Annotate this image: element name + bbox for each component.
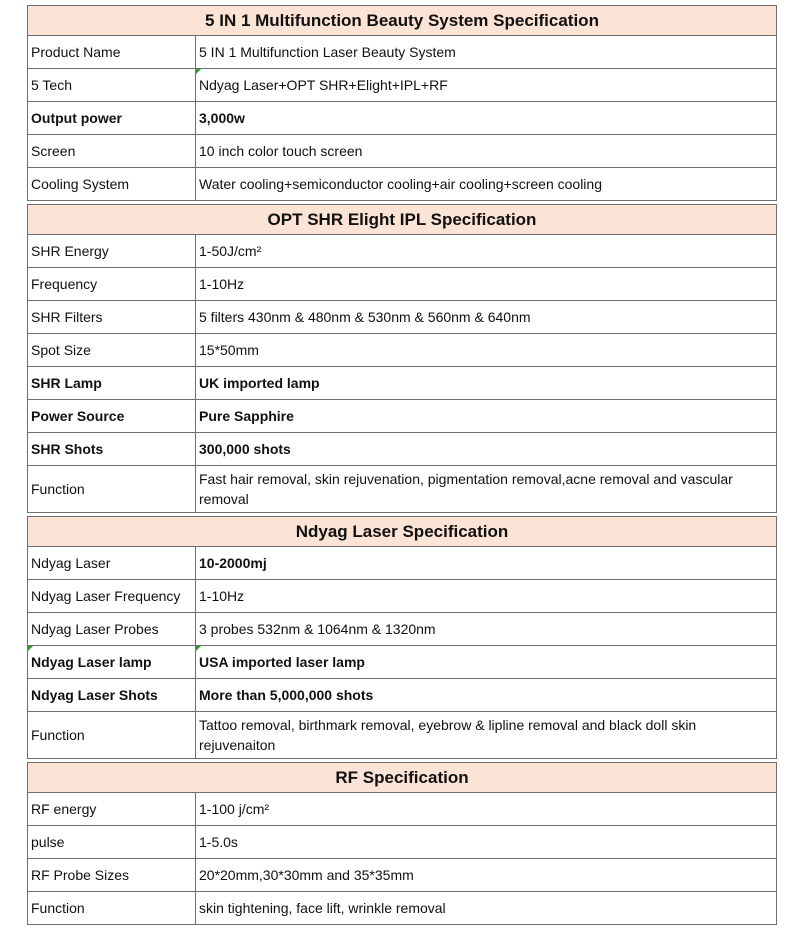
spec-label: Ndyag Laser Frequency <box>28 580 196 612</box>
spec-label: Output power <box>28 102 196 134</box>
spec-row <box>27 367 777 400</box>
spec-value: Water cooling+semiconductor cooling+air cooling+screen cooling <box>199 176 602 192</box>
spec-value: 1-100 j/cm² <box>199 801 270 817</box>
spec-row <box>27 334 777 367</box>
spec-value-cell <box>196 69 776 101</box>
spec-row <box>27 400 777 433</box>
spec-value: Tattoo removal, birthmark removal, eyebrow & lipline removal and black doll skin rejuvenaiton <box>199 717 697 753</box>
spec-value: 15*50mm <box>199 342 259 358</box>
section-title: 5 IN 1 Multifunction Beauty System Specification <box>27 5 777 36</box>
spec-row <box>27 102 777 135</box>
spec-value: Pure Sapphire <box>199 408 294 424</box>
spec-value: 1-5.0s <box>199 834 238 850</box>
spec-row <box>27 793 777 826</box>
spec-row <box>27 433 777 466</box>
spec-value: Ndyag Laser+OPT SHR+Elight+IPL+RF <box>199 77 448 93</box>
cell-marker-icon <box>196 646 201 651</box>
spec-value: More than 5,000,000 shots <box>199 687 374 703</box>
spec-label: Product Name <box>28 36 196 68</box>
spec-row <box>27 613 777 646</box>
spec-label: Function <box>28 466 196 512</box>
spec-row <box>27 580 777 613</box>
spec-label: pulse <box>28 826 196 858</box>
spec-row <box>27 712 777 759</box>
cell-marker-icon <box>28 646 33 651</box>
spec-label: Ndyag Laser <box>28 547 196 579</box>
spec-label: Ndyag Laser Probes <box>28 613 196 645</box>
section-title: RF Specification <box>27 762 777 793</box>
spec-label-cell <box>28 646 196 678</box>
spec-value: skin tightening, face lift, wrinkle removal <box>199 900 446 916</box>
spec-row <box>27 646 777 679</box>
spec-value: 1-10Hz <box>199 276 245 292</box>
spec-label: Function <box>28 892 196 924</box>
spec-row <box>27 268 777 301</box>
spec-value: USA imported laser lamp <box>199 654 365 670</box>
spec-label: 5 Tech <box>28 69 196 101</box>
spec-row <box>27 235 777 268</box>
spec-row <box>27 859 777 892</box>
spec-sheet <box>27 5 777 925</box>
spec-value: 20*20mm,30*30mm and 35*35mm <box>199 867 414 883</box>
spec-row <box>27 168 777 201</box>
spec-row <box>27 892 777 925</box>
spec-label: RF energy <box>28 793 196 825</box>
spec-value: 10-2000mj <box>199 555 267 571</box>
spec-row <box>27 135 777 168</box>
spec-value: 5 filters 430nm & 480nm & 530nm & 560nm & 640nm <box>199 309 531 325</box>
spec-row <box>27 826 777 859</box>
spec-label: Ndyag Laser lamp <box>31 654 152 670</box>
spec-value: 1-10Hz <box>199 588 245 604</box>
spec-value: 10 inch color touch screen <box>199 143 363 159</box>
spec-value: 3 probes 532nm & 1064nm & 1320nm <box>199 621 436 637</box>
spec-row <box>27 679 777 712</box>
spec-label: SHR Lamp <box>28 367 196 399</box>
spec-label: Screen <box>28 135 196 167</box>
spec-label: SHR Energy <box>28 235 196 267</box>
spec-value: Fast hair removal, skin rejuvenation, pigmentation removal,acne removal and vascular removal <box>199 471 733 507</box>
spec-value: 5 IN 1 Multifunction Laser Beauty System <box>199 44 456 60</box>
spec-label: Ndyag Laser Shots <box>28 679 196 711</box>
spec-label: Power Source <box>28 400 196 432</box>
spec-value: UK imported lamp <box>199 375 320 391</box>
spec-label: Cooling System <box>28 168 196 200</box>
spec-label: Function <box>28 712 196 758</box>
spec-label: RF Probe Sizes <box>28 859 196 891</box>
spec-label: SHR Filters <box>28 301 196 333</box>
spec-row <box>27 69 777 102</box>
spec-row <box>27 301 777 334</box>
spec-label: Frequency <box>28 268 196 300</box>
spec-value-cell <box>196 646 776 678</box>
spec-row <box>27 547 777 580</box>
spec-label: Spot Size <box>28 334 196 366</box>
cell-marker-icon <box>196 69 201 74</box>
spec-row <box>27 36 777 69</box>
spec-value: 3,000w <box>199 110 245 126</box>
section-title: Ndyag Laser Specification <box>27 516 777 547</box>
spec-value: 1-50J/cm² <box>199 243 262 259</box>
spec-row <box>27 466 777 513</box>
section-title: OPT SHR Elight IPL Specification <box>27 204 777 235</box>
spec-value: 300,000 shots <box>199 441 291 457</box>
spec-label: SHR Shots <box>28 433 196 465</box>
